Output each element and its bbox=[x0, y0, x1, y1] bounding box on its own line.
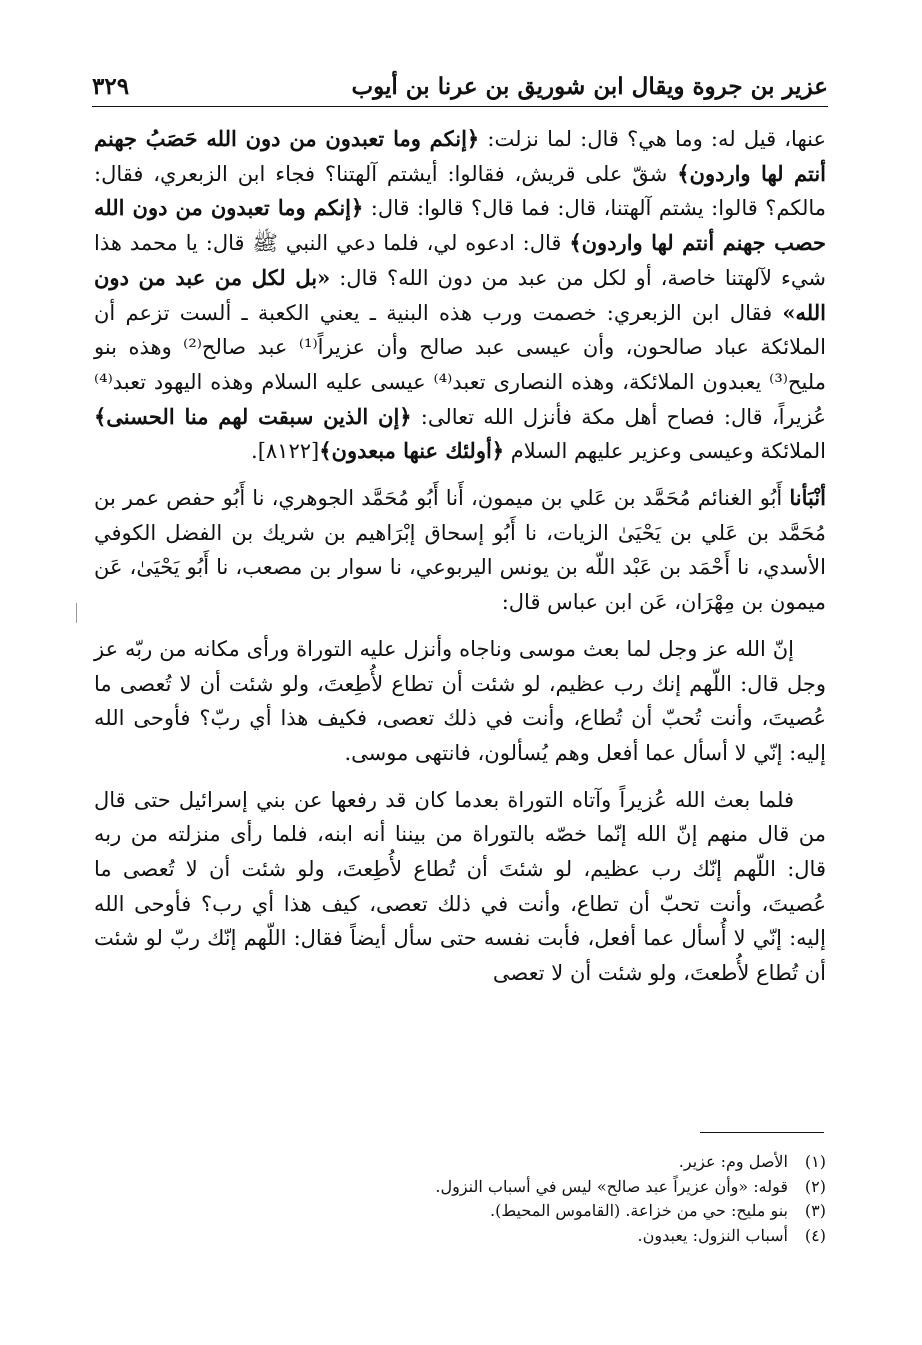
quran-verse: ﴿إنكم وما تعبدون من دون الله حصب جهنم أنتم لها واردون﴾ bbox=[94, 195, 826, 256]
isnad-lead: أنْبَأنا bbox=[789, 485, 826, 511]
text-run: الملائكة وعيسى وعزير عليهم السلام bbox=[504, 439, 826, 464]
footnote-text: بنو مليح: حي من خزاعة. (القاموس المحيط). bbox=[490, 1201, 788, 1220]
footnote-separator bbox=[700, 1132, 824, 1133]
footnote-number: (٢) bbox=[804, 1176, 826, 1196]
paragraph-2 bbox=[94, 481, 826, 620]
text-run: قال: ادعوه لي، فلما دعي النبي ﷺ قال: يا محمد هذا شيء لآلهتنا خاصة، أو لكل من عبد من دون الله؟ قال: bbox=[94, 231, 826, 290]
footnote-item bbox=[94, 1224, 826, 1249]
hadith-number: [٨١٢٢]. bbox=[251, 439, 320, 464]
text-run: فقال ابن الزبعري: خصمت ورب هذه البنية ـ يعني الكعبة ـ ألست تزعم أن الملائكة عباد صالحون، وأن عيسى عبد صالح وأن عزيراً⁽¹⁾ عبد صالح⁽²⁾ وهذه بنو مليح⁽³⁾ يعبدون الملائكة، وهذه النصارى تعبد⁽⁴⁾ عيسى عليه السلام وهذه اليهود تعبد⁽⁴⁾ عُزيراً، قال: فصاح أهل مكة فأنزل الله تعالى: bbox=[94, 300, 827, 429]
paragraph-3: إنّ الله عز وجل لما بعث موسى وناجاه وأنزل عليه التوراة ورأى مكانه من ربّه عز وجل قال: اللّهم إنك رب عظيم، لو شئت أن تطاع لأُطِعتَ، ولو شئت أن لا تُعصى ما عُصيتَ، وأنت تُحبّ أن تُطاع، وأنت في ذلك تعصى، فكيف هذا أي ربّ؟ فأوحى الله إليه: إنّي لا أسأل عما أفعل وهم يُسألون، فانتهى موسى. bbox=[94, 636, 826, 765]
footnote-number: (٣) bbox=[804, 1201, 826, 1220]
text-run: عنها، قيل له: وما هي؟ قال: لما نزلت: bbox=[479, 127, 826, 151]
quran-verse: ﴿أولئك عنها مبعدون﴾ bbox=[319, 438, 505, 464]
page-header bbox=[92, 64, 828, 107]
margin-mark bbox=[76, 603, 77, 623]
text-run: شقّ على قريش، فقالوا: أيشتم آلهتنا؟ فجاء ابن الزبعري، فقال: مالكم؟ قالوا: يشتم آلهتنا، قال: فما قال؟ قالوا: قال: bbox=[94, 161, 826, 221]
footnotes bbox=[94, 1150, 826, 1248]
footnote-text: أسباب النزول: يعبدون. bbox=[637, 1225, 788, 1245]
footnote-text: قوله: «وأن عزيراً عبد صالح» ليس في أسباب النزول. bbox=[435, 1176, 788, 1196]
page-number: ٣٢٩ bbox=[92, 73, 130, 100]
footnote-number: (١) bbox=[804, 1152, 826, 1171]
quran-verse: ﴿إن الذين سبقت لهم منا الحسنى﴾ bbox=[94, 403, 412, 429]
footnote-item bbox=[94, 1199, 826, 1224]
isnad-text: أَبُو الغنائم مُحَمَّد بن عَلي بن ميمون، أَنا أَبُو مُحَمَّد الجوهري، نا أَبُو حفص عمر بن مُحَمَّد بن عَلي بن يَحْيَىٰ الزيات، نا أَبُو إسحاق إبْرَاهيم بن شريك بن الفضل الكوفي الأسدي، نا أَحْمَد بن عَبْد اللّه بن يونس اليربوعي، نا سوار بن مصعب، نا أَبُو يَحْيَىٰ، عَن ميمون بن مِهْرَان، عَن ابن عباس قال: bbox=[94, 486, 826, 615]
footnote-item bbox=[94, 1150, 826, 1175]
footnote-text: الأصل وم: عزير. bbox=[678, 1152, 788, 1171]
main-text bbox=[94, 122, 826, 1003]
hadith-quote: «بل لكل من عبد من دون الله» bbox=[94, 264, 826, 325]
quran-verse: ﴿إنكم وما تعبدون من دون الله حَصَبُ جهنم أنتم لها واردون﴾ bbox=[94, 126, 826, 186]
running-title: عزير بن جروة ويقال ابن شوريق بن عرنا بن أيوب bbox=[351, 73, 828, 100]
footnote-number: (٤) bbox=[804, 1225, 826, 1245]
paragraph-4: فلما بعث الله عُزيراً وآتاه التوراة بعدما كان قد رفعها عن بني إسرائيل حتى قال من قال منهم إنّ الله إنّما خصّه بالتوراة من بيننا أنه ابنه، فلما رأى منزلته من ربه قال: اللّهم إنّك رب عظيم، لو شئتَ أن تُطاع لأُطِعتَ، ولو شئت أن لا تُعصى ما عُصيتَ، وأنت تحبّ أن تطاع، وأنت في ذلك تعصى، كيف هذا أي رب؟ فأوحى الله إليه: إنّي لا أُسأل عما أفعل، فأبت نفسه حتى سأل أيضاً فقال: اللّهم إنّك ربّ لو شئت أن تُطاع لأُطعتَ، ولو شئت أن لا تعصى bbox=[94, 787, 826, 986]
paragraph-1 bbox=[94, 122, 826, 469]
footnote-item bbox=[94, 1175, 826, 1200]
